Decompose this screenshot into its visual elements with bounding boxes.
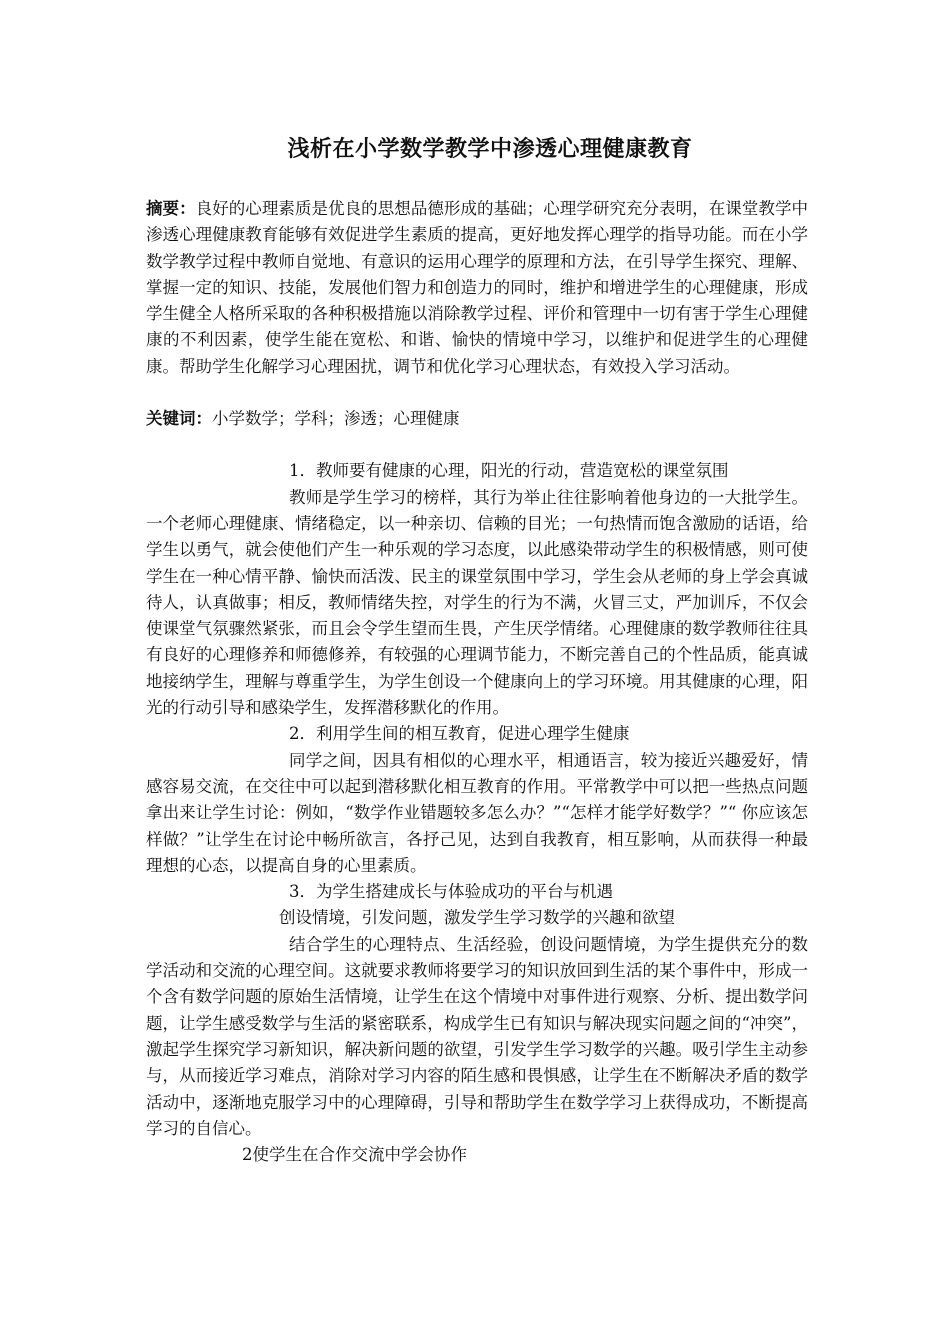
- abstract-text: 良好的心理素质是优良的思想品德形成的基础；心理学研究充分表明，在课堂教学中渗透心理健康教育能够有效促进学生素质的提高，更好地发挥心理学的指导功能。而在小学数学教学过程中教师自觉地、有意识的运用心理学的原理和方法，在引导学生探究、理解、掌握一定的知识、技能，发展他们智力和创造力的同时，维护和增进学生的心理健康，形成学生健全人格所采取的各种积极措施以消除教学过程、评价和管理中一切有害于学生心理健康的不利因素，使学生能在宽松、和谐、愉快的情境中学习，以维护和促进学生的心理健康。帮助学生化解学习心理困扰，调节和优化学习心理状态，有效投入学习活动。: [146, 199, 809, 376]
- section-3-subheading: 创设情境，引发问题，激发学生学习数学的兴趣和欲望: [279, 908, 675, 928]
- document-body: [146, 196, 808, 1168]
- abstract-paragraph: [146, 196, 808, 380]
- section-1-heading: 1．教师要有健康的心理，阳光的行动，营造宽松的课堂氛围: [289, 461, 729, 481]
- section-3-heading: 3．为学生搭建成长与体验成功的平台与机遇: [289, 882, 613, 902]
- page-title: 浅析在小学数学教学中渗透心理健康教育: [287, 137, 693, 162]
- section-2-text: 同学之间，因具有相似的心理水平，相通语言，较为接近兴趣爱好，情感容易交流，在交往中可以起到潜移默化相互教育的作用。平常教学中可以把一些热点问题拿出来让学生讨论：例如，“数学作业错题较多怎么办？”“怎样才能学好数学？”“ 你应该怎样做？”让学生在讨论中畅所欲言，各抒己见，达到自我教育，相互影响，从而获得一种最理想的心态，以提高自身的心里素质。: [146, 750, 808, 875]
- keywords-text: 小学数学；学科；渗透；心理健康: [212, 409, 460, 429]
- spacer: [146, 380, 808, 406]
- section-1-text: 教师是学生学习的榜样，其行为举止往往影响着他身边的一大批学生。一个老师心理健康、情绪稳定，以一种亲切、信赖的目光；一句热情而饱含激励的话语，给学生以勇气，就会使他们产生一种乐观的学习态度，以此感染带动学生的积极情感，则可使学生在一种心情平静、愉快而活泼、民主的课堂氛围中学习，学生会从老师的身上学会真诚待人，认真做事；相反，教师情绪失控，对学生的行为不满，火冒三丈，严加训斥，不仅会使课堂气氛骤然紧张，而且会令学生望而生畏，产生厌学情绪。心理健康的数学教师往往具有良好的心理修养和师德修养，有较强的心理调节能力，不断完善自己的个性品质，能真诚地接纳学生，理解与尊重学生，为学生创设一个健康向上的学习环境。用其健康的心理，阳光的行动引导和感染学生，发挥潜移默化的作用。: [146, 487, 808, 718]
- section-3-text: 结合学生的心理特点、生活经验，创设问题情境，为学生提供充分的数学活动和交流的心理空间。这就要求教师将要学习的知识放回到生活的某个事件中，形成一个含有数学问题的原始生活情境，让学生在这个情境中对事件进行观察、分析、提出数学问题，让学生感受数学与生活的紧密联系，构成学生已有知识与解决现实问题之间的“冲突”，激起学生探究学习新知识，解决新问题的欲望，引发学生学习数学的兴趣。吸引学生主动参与，从而接近学习难点，消除对学习内容的陌生感和畏惧感，让学生在不断解决矛盾的数学活动中，逐渐地克服学习中的心理障碍，引导和帮助学生在数学学习上获得成功，不断提高学习的自信心。: [146, 934, 808, 1138]
- keywords-label: 关键词：: [146, 409, 212, 429]
- spacer: [146, 432, 808, 458]
- section-2-heading: 2．利用学生间的相互教育，促进心理学生健康: [289, 724, 630, 744]
- abstract-label: 摘要：: [146, 199, 196, 218]
- keywords-paragraph: [146, 406, 808, 432]
- section-4-heading: 2使学生在合作交流中学会协作: [242, 1145, 467, 1165]
